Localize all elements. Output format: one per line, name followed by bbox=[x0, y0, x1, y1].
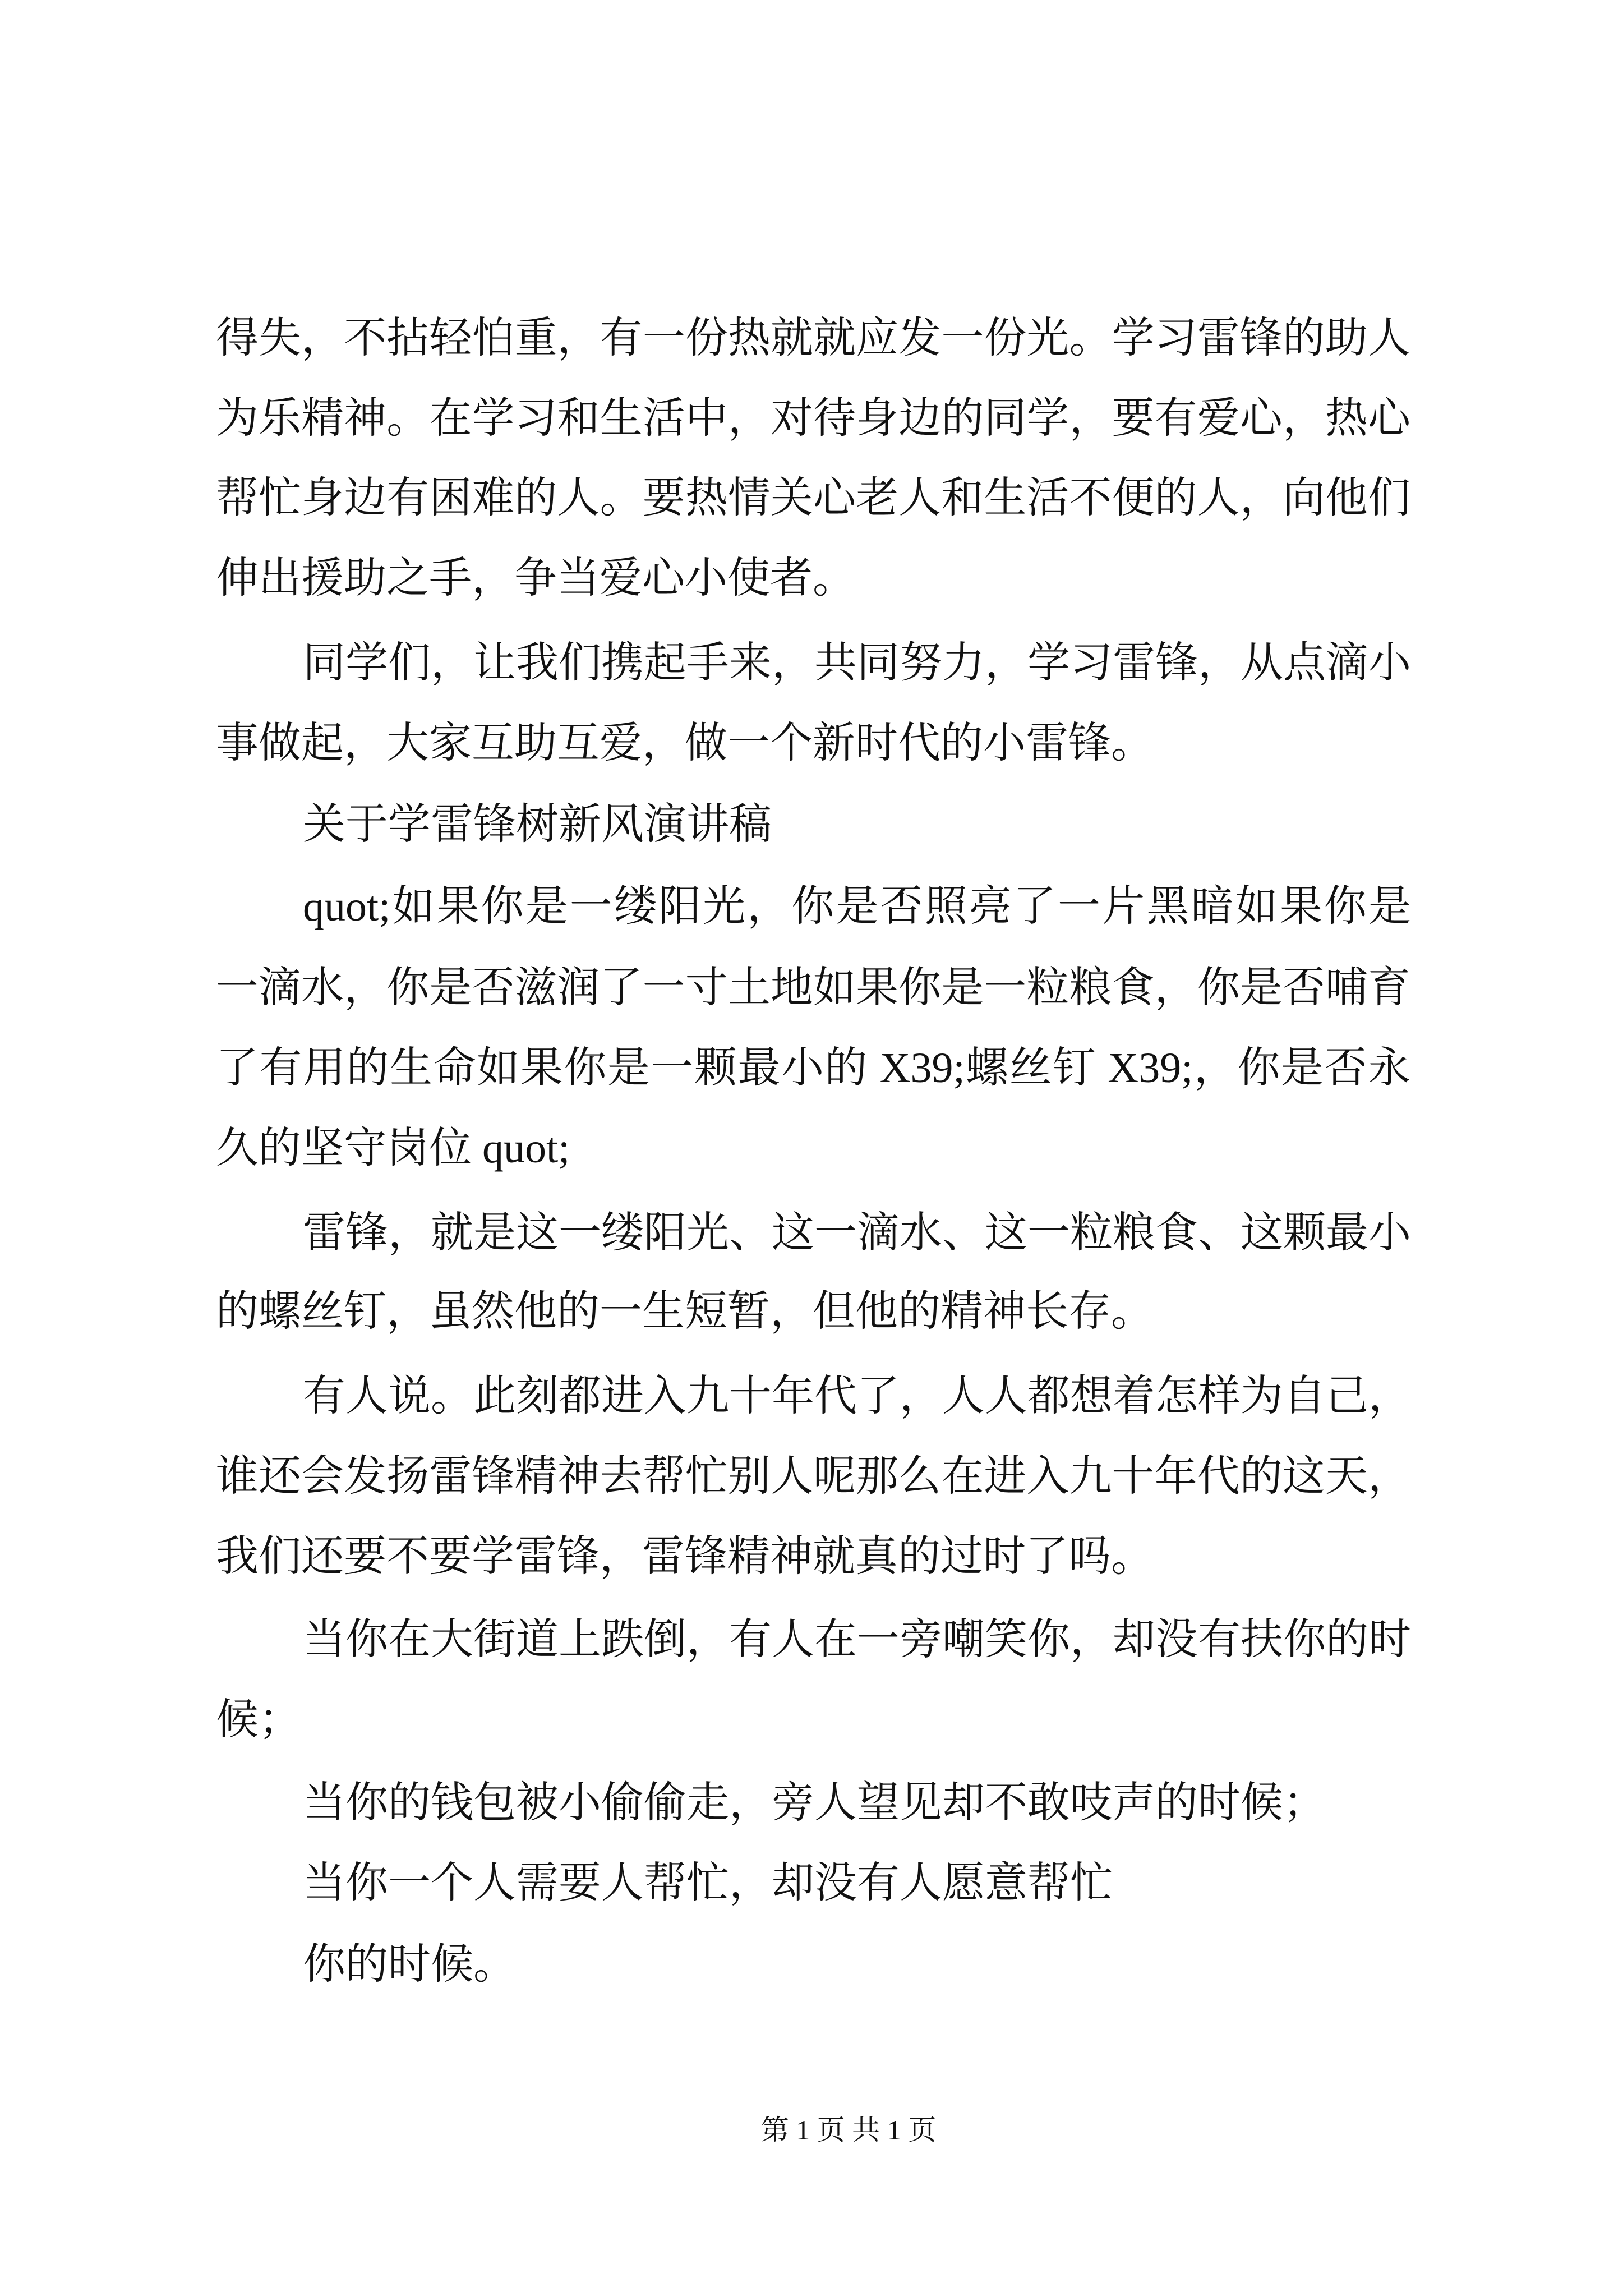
text-line: 候； bbox=[216, 1696, 301, 1743]
text-line: 你的时候。 bbox=[303, 1941, 516, 1988]
text-line: 久的坚守岗位 quot; bbox=[216, 1125, 570, 1172]
text-line: 了有用的生命如果你是一颗最小的 X39;螺丝钉 X39;，你是否永 bbox=[216, 1045, 1410, 1092]
text-line: quot;如果你是一缕阳光，你是否照亮了一片黑暗如果你是 bbox=[303, 883, 1411, 930]
text-line: 雷锋，就是这一缕阳光、这一滴水、这一粒粮食、这颗最小 bbox=[303, 1209, 1411, 1257]
text-line: 当你一个人需要人帮忙，却没有人愿意帮忙 bbox=[303, 1860, 1113, 1907]
text-line: 有人说。此刻都进入九十年代了，人人都想着怎样为自己， bbox=[303, 1373, 1411, 1420]
text-line: 谁还会发扬雷锋精神去帮忙别人呢那么在进入九十年代的这天， bbox=[216, 1453, 1410, 1500]
text-line: 帮忙身边有困难的人。要热情关心老人和生活不便的人，向他们 bbox=[216, 475, 1410, 522]
text-line: 同学们，让我们携起手来，共同努力，学习雷锋，从点滴小 bbox=[303, 639, 1411, 687]
text-line: 为乐精神。在学习和生活中，对待身边的同学，要有爱心，热心 bbox=[216, 395, 1410, 442]
section-title-text: 关于学雷锋树新风演讲稿 bbox=[303, 801, 772, 848]
text-line: 我们还要不要学雷锋，雷锋精神就真的过时了吗。 bbox=[216, 1533, 1154, 1580]
text-line: 一滴水，你是否滋润了一寸土地如果你是一粒粮食，你是否哺育 bbox=[216, 964, 1410, 1011]
page-footer: 第 1 页 共 1 页 bbox=[760, 2114, 937, 2146]
text-line: 伸出援助之手，争当爱心小使者。 bbox=[216, 555, 855, 602]
text-line: 得失，不拈轻怕重，有一份热就就应发一份光。学习雷锋的助人 bbox=[216, 315, 1410, 362]
text-line: 的螺丝钉，虽然他的一生短暂，但他的精神长存。 bbox=[216, 1288, 1154, 1335]
text-line: 事做起，大家互助互爱，做一个新时代的小雷锋。 bbox=[216, 720, 1154, 767]
text-line: 当你的钱包被小偷偷走，旁人望见却不敢吱声的时候； bbox=[303, 1779, 1326, 1826]
text-line: 当你在大街道上跌倒，有人在一旁嘲笑你，却没有扶你的时 bbox=[303, 1616, 1411, 1663]
